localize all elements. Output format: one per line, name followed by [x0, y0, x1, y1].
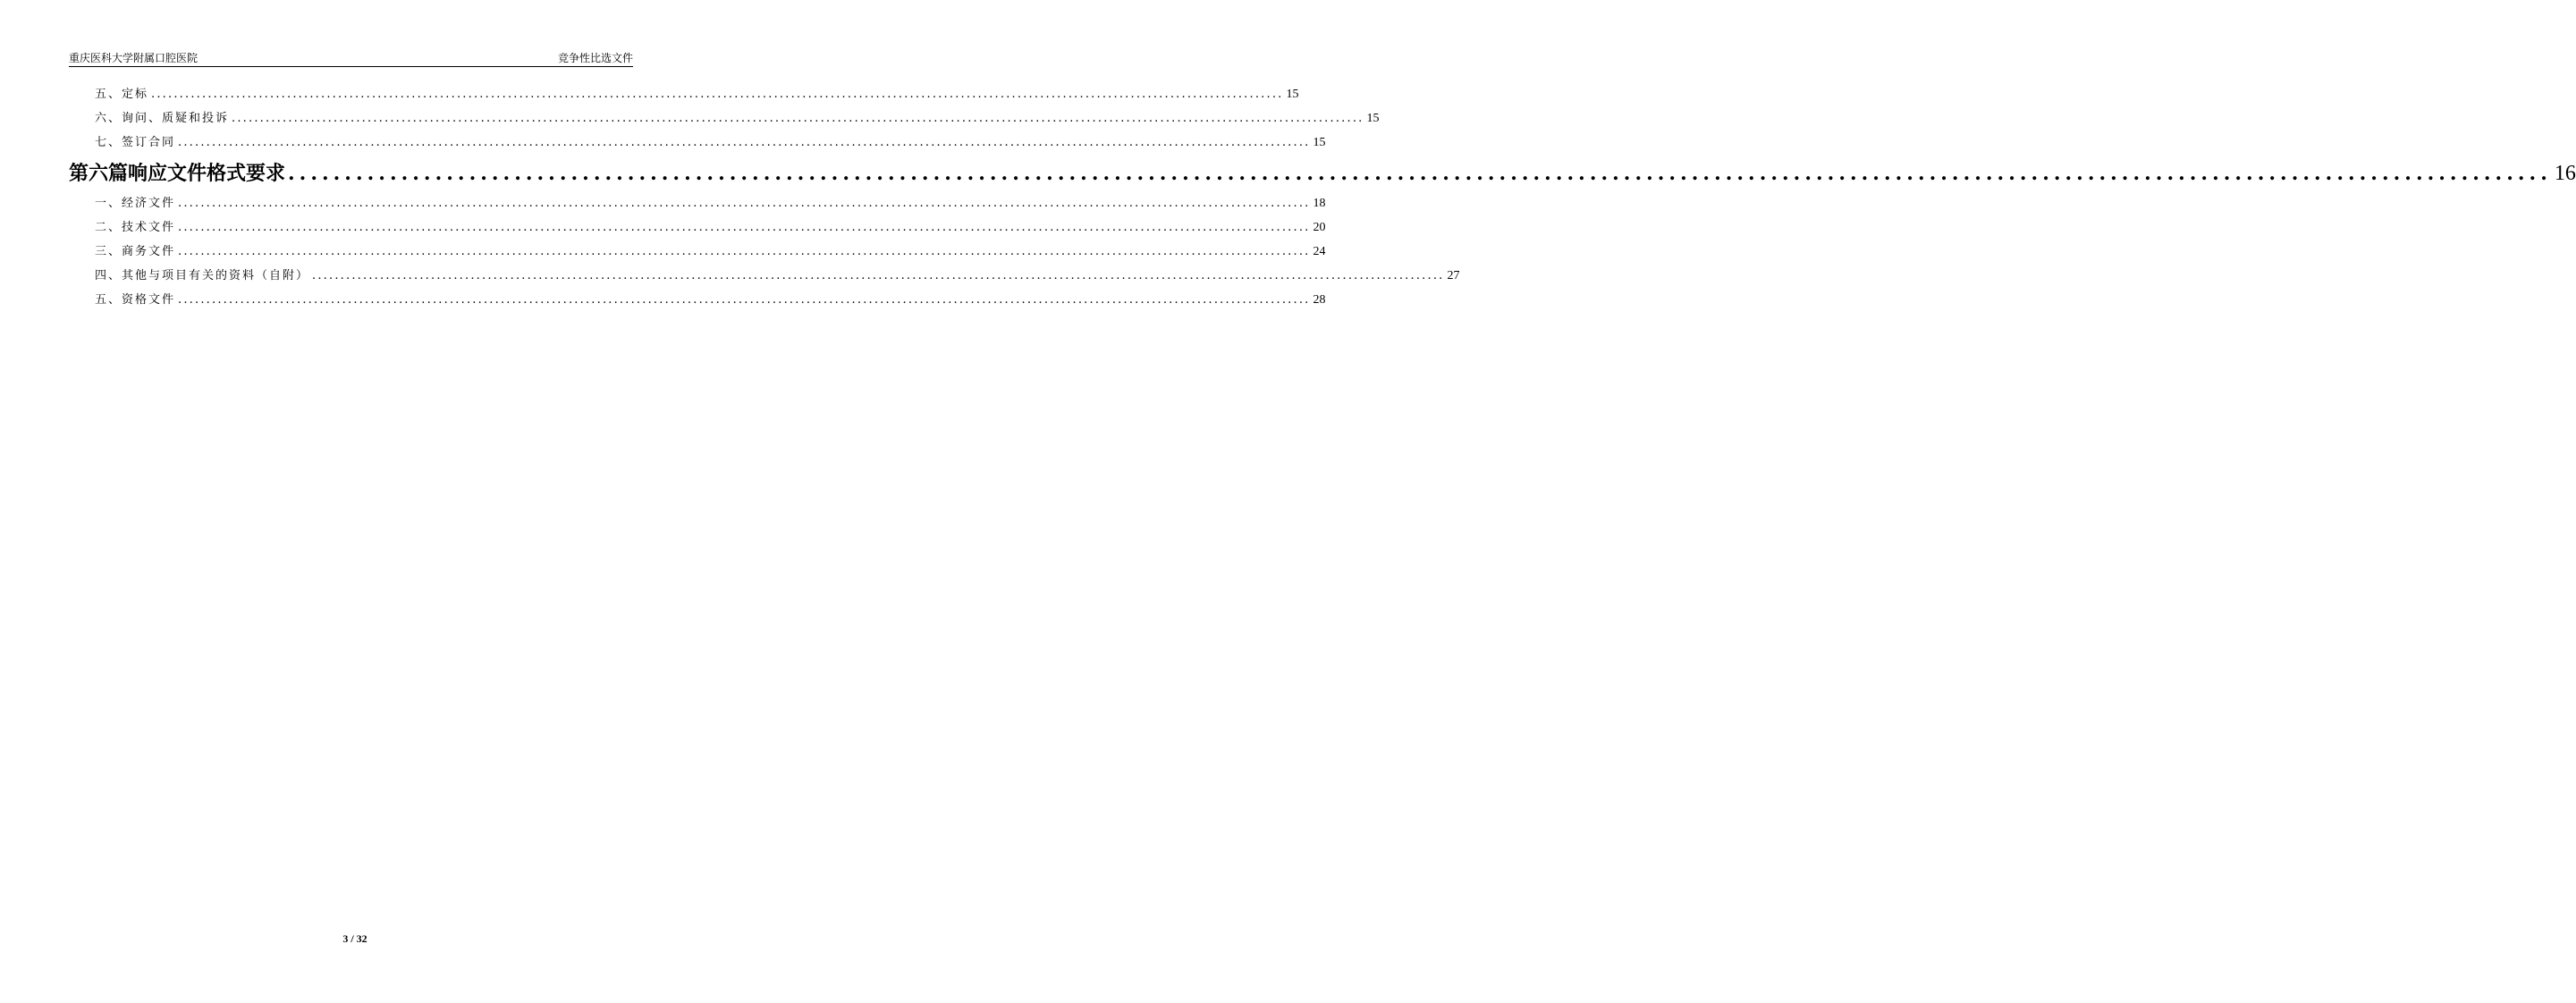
- toc-entry-page: 28: [1313, 293, 1326, 307]
- toc-dot-leader: ........................................................................................................................................................................................................: [312, 269, 1445, 282]
- header-organization: 重庆医科大学附属口腔医院: [69, 52, 198, 64]
- toc-entry-business[interactable]: [69, 241, 1326, 266]
- header-document-type: 竞争性比选文件: [557, 52, 633, 64]
- toc-dot-leader: ........................................................................................................................................................................................................: [232, 112, 1364, 125]
- toc-dot-leader: ........................................................................................................................................................................................................: [178, 293, 1311, 307]
- toc-entry-qualification[interactable]: [69, 290, 1326, 314]
- toc-chapter-page: 16: [2554, 162, 2576, 185]
- toc-entry-page: 18: [1313, 197, 1326, 210]
- toc-dot-leader: ........................................................................................................................................................................................................: [178, 136, 1311, 149]
- toc-entry-dingbiao[interactable]: [69, 84, 1299, 108]
- toc-entry-contract[interactable]: [69, 132, 1326, 156]
- toc-dot-leader: ........................................................................................................................................................................................................: [288, 162, 2552, 185]
- toc-entry-title: 七、签订合同: [95, 136, 176, 149]
- toc-entry-technical[interactable]: [69, 217, 1326, 241]
- toc-dot-leader: ........................................................................................................................................................................................................: [178, 245, 1311, 258]
- toc-entry-other-materials[interactable]: [69, 266, 1460, 290]
- toc-entry-title: 二、技术文件: [95, 221, 176, 234]
- toc-entry-page: 24: [1313, 245, 1326, 258]
- page-number: 3 / 32: [342, 932, 367, 945]
- toc-entry-title: 五、定标: [95, 88, 149, 101]
- toc-entry-page: 15: [1286, 88, 1299, 101]
- toc-entry-title: 五、资格文件: [95, 293, 176, 307]
- page-footer: [0, 932, 710, 946]
- toc-entry-page: 27: [1447, 269, 1460, 282]
- toc-entry-page: 15: [1313, 136, 1326, 149]
- toc-entry-inquiry[interactable]: [69, 108, 1380, 132]
- toc-chapter-title: 第六篇响应文件格式要求: [69, 162, 286, 185]
- toc-dot-leader: ........................................................................................................................................................................................................: [151, 88, 1284, 101]
- toc-dot-leader: ........................................................................................................................................................................................................: [178, 221, 1311, 234]
- toc-entry-title: 四、其他与项目有关的资料（自附）: [95, 269, 310, 282]
- page-header: [69, 46, 633, 67]
- toc-chapter-six[interactable]: [69, 158, 2576, 192]
- toc-dot-leader: ........................................................................................................................................................................................................: [178, 197, 1311, 210]
- toc-entry-page: 15: [1366, 112, 1380, 125]
- toc-entry-title: 三、商务文件: [95, 245, 176, 258]
- table-of-contents: [69, 84, 2576, 314]
- toc-entry-economic[interactable]: [69, 193, 1326, 217]
- toc-entry-page: 20: [1313, 221, 1326, 234]
- toc-entry-title: 六、询问、质疑和投诉: [95, 112, 230, 125]
- toc-entry-title: 一、经济文件: [95, 197, 176, 210]
